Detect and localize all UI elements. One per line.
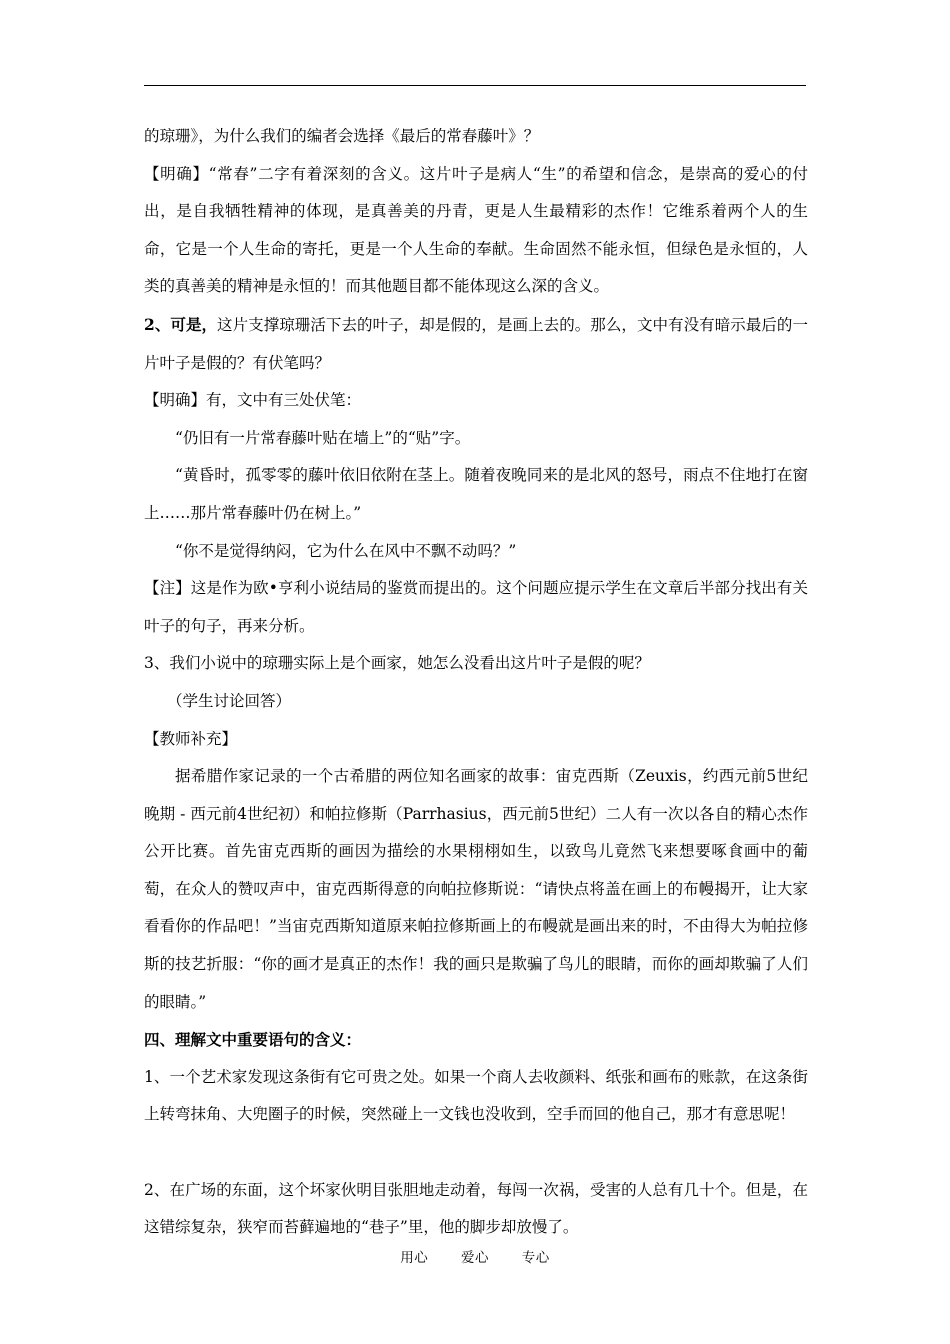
paragraph-question-3: 3、我们小说中的琼珊实际上是个画家，她怎么没看出这片叶子是假的呢？	[144, 654, 650, 673]
footer-item: 专心	[521, 1250, 550, 1266]
quote-1: “仍旧有一片常春藤叶贴在墙上”的“贴”字。	[175, 428, 471, 447]
paragraph-question-2	[144, 306, 808, 382]
sentence-1: 1、一个艺术家发现这条街有它可贵之处。如果一个商人去收颜料、纸张和画布的账款，在这条街上转弯抹角、大兜圈子的时候，突然碰上一文钱也没收到，空手而回的他自己，那才有意思呢！	[144, 1067, 808, 1124]
teacher-supplement-heading: 【教师补充】	[144, 729, 238, 748]
paragraph-mingque-2: 【明确】有，文中有三处伏笔：	[144, 391, 362, 410]
header-rule	[144, 85, 806, 86]
sentence-2: 2、在广场的东面，这个坏家伙明目张胆地走动着，每闯一次祸，受害的人总有几十个。但是，在这错综复杂，狭窄而苔藓遍地的“巷子”里，他的脚步却放慢了。	[144, 1180, 808, 1237]
paragraph-note: 【注】这是作为欧•亨利小说结局的鉴赏而提出的。这个问题应提示学生在文章后半部分找出有关叶子的句子，再来分析。	[144, 579, 808, 635]
student-discussion: （学生讨论回答）	[167, 691, 292, 710]
page-footer	[0, 1246, 950, 1266]
blank-line	[144, 1134, 808, 1172]
footer-item: 爱心	[461, 1250, 489, 1266]
quote-2: “黄昏时，孤零零的藤叶依旧依附在茎上。随着夜晚同来的是北风的怒号，雨点不住地打在窗上……那片常春藤叶仍在树上。”	[144, 466, 808, 522]
footer-item: 用心	[400, 1250, 429, 1266]
question-2-text: 这片支撑琼珊活下去的叶子，却是假的，是画上去的。那么，文中有没有暗示最后的一片叶子是假的？有伏笔吗？	[144, 315, 808, 372]
question-2-lead: 2、可是，	[144, 314, 218, 334]
document-body	[144, 118, 808, 1247]
paragraph-story: 据希腊作家记录的一个古希腊的两位知名画家的故事：宙克西斯（Zeuxis，约西元前5世纪晚期 - 西元前4世纪初）和帕拉修斯（Parrhasius，西元前5世纪）二人有一次以各自的精心杰作公开比赛。首先宙克西斯的画因为描绘的水果栩栩如生，以致鸟儿竟然飞来想要啄食画中的葡萄，在众人的赞叹声中，宙克西斯得意的向帕拉修斯说：“请快点将盖在画上的布幔揭开，让大家看看你的作品吧！”当宙克西斯知道原来帕拉修斯画上的布幔就是画出来的时，不由得大为帕拉修斯的技艺折服：“你的画才是真正的杰作！我的画只是欺骗了鸟儿的眼睛，而你的画却欺骗了人们的眼睛。”	[144, 767, 808, 1011]
paragraph-line: 的琼珊》，为什么我们的编者会选择《最后的常春藤叶》？	[144, 127, 540, 145]
paragraph-mingque-1: 【明确】“常春”二字有着深刻的含义。这片叶子是病人“生”的希望和信念，是崇高的爱心的付出，是自我牺牲精神的体现，是真善美的丹青，更是人生最精彩的杰作！它维系着两个人的生命，它是一个人生命的寄托，更是一个人生命的奉献。生命固然不能永恒，但绿色是永恒的，人类的真善美的精神是永恒的！而其他题目都不能体现这么深的含义。	[144, 164, 808, 296]
quote-3: “你不是觉得纳闷，它为什么在风中不飘不动吗？”	[175, 541, 517, 560]
section-heading-4: 四、理解文中重要语句的含义：	[144, 1030, 362, 1050]
